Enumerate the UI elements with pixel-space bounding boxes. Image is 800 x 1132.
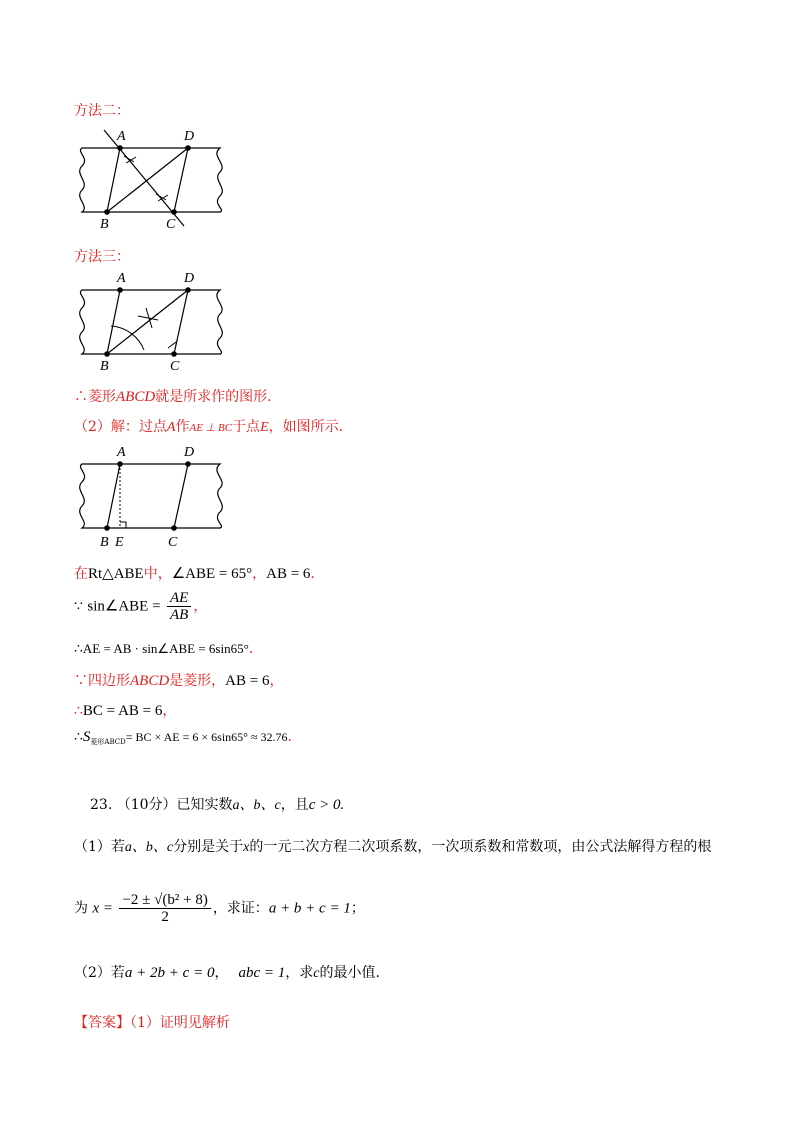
q23-part1-line1: （1）若a、b、c分别是关于x的一元二次方程二次项系数，一次项系数和常数项，由公式法解得方程的根 xyxy=(74,839,712,855)
part2-figure xyxy=(60,442,230,552)
q23-header: 23. （10分）已知实数a、b、c，且c > 0. xyxy=(90,797,345,813)
part2-perp: AE ⊥ BC xyxy=(189,422,233,434)
conclusion-line xyxy=(74,386,272,406)
label-C: C xyxy=(168,535,178,550)
method2-title: 方法二： xyxy=(74,103,130,119)
label-D: D xyxy=(184,271,195,286)
label-D: D xyxy=(184,129,195,144)
answer-text: （1）证明见解析 xyxy=(130,1015,230,1031)
answer-label: 【答案】 xyxy=(74,1015,130,1031)
q23-part2: （2）若a + 2b + c = 0， abc = 1，求c的最小值. xyxy=(74,965,380,981)
conclusion-name: ABCD xyxy=(116,389,156,405)
label-C: C xyxy=(170,359,180,374)
label-E: E xyxy=(115,535,124,550)
label-B: B xyxy=(100,359,109,374)
part2-line xyxy=(74,416,343,436)
step3: ∴AE = AB · sin∠ABE = 6sin65°. xyxy=(74,641,254,657)
method3-figure xyxy=(60,268,230,378)
part2-foot: 于点 xyxy=(232,419,261,435)
method3-title: 方法三： xyxy=(74,249,130,265)
part2-tail: ，如图所示. xyxy=(268,419,344,435)
step1: 在Rt△ABE中，∠ABE = 65°，AB = 6. xyxy=(74,566,315,582)
label-A: A xyxy=(117,445,126,460)
label-C: C xyxy=(166,217,176,232)
label-B: B xyxy=(100,535,109,550)
q23-part1-line2: 为 x = $\frac{\text{−2 ± √(b² + 8)}}{2}$ ，求证：a + b + c = 1； xyxy=(74,892,365,925)
label-D: D xyxy=(184,445,195,460)
part2-make: 作 xyxy=(175,419,190,435)
step5: ∴BC = AB = 6， xyxy=(74,703,177,719)
part2-E: E xyxy=(260,420,269,435)
step2: ∵ sin∠ABE = $\frac{AE}{AB}$ ， xyxy=(74,590,208,623)
label-B: B xyxy=(100,217,109,232)
method2-figure xyxy=(60,122,230,232)
answer-line xyxy=(74,1012,230,1032)
step6: $\therefore S_{菱形ABCD}=$ BC × AE = 6 × 6sin65° ≈ 32.76. xyxy=(74,729,292,746)
conclusion-suffix: 就是所求作的图形. xyxy=(155,389,272,405)
label-A: A xyxy=(117,271,126,286)
sin-fraction: $\frac{AE}{AB}$ xyxy=(167,590,191,623)
step4: ∵四边形ABCD是菱形，AB = 6， xyxy=(74,673,284,689)
root-fraction: $\frac{\text{−2 ± √(b² + 8)}}{2}$ xyxy=(119,892,210,925)
part2-point: A xyxy=(166,420,176,435)
label-A: A xyxy=(117,129,126,144)
part2-intro: （2）解：过点 xyxy=(74,419,167,435)
conclusion-prefix: ∴菱形 xyxy=(74,389,116,405)
